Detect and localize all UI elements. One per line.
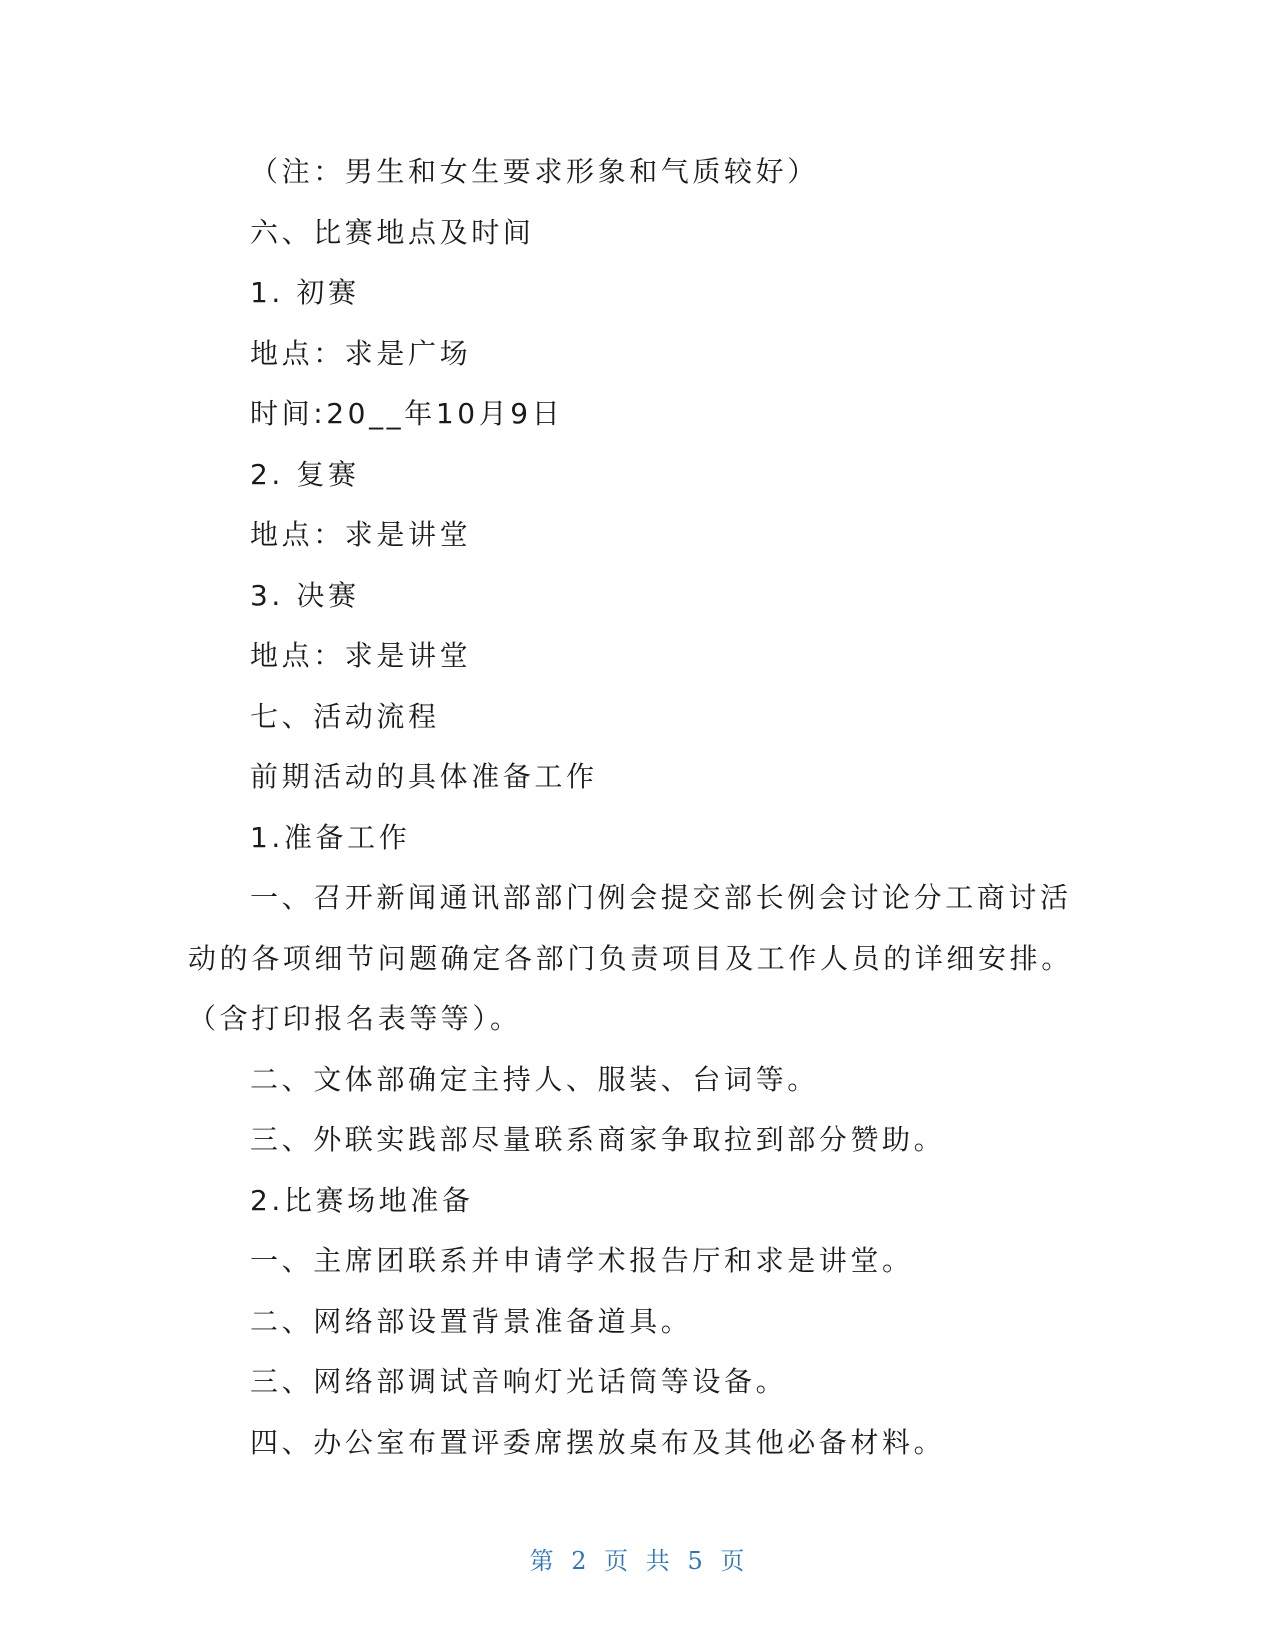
subsection-heading: 1.准备工作 bbox=[250, 820, 411, 854]
page-number-footer: 第 2 页 共 5 页 bbox=[529, 1547, 746, 1575]
paragraph-line: 三、外联实践部尽量联系商家争取拉到部分赞助。 bbox=[250, 1123, 946, 1156]
paragraph-line: 一、主席团联系并申请学术报告厅和求是讲堂。 bbox=[250, 1244, 914, 1277]
paragraph-line: 前期活动的具体准备工作 bbox=[250, 760, 598, 793]
paragraph-line: 时间:20__年10月9日 bbox=[250, 397, 564, 430]
paragraph-line: 三、网络部调试音响灯光话筒等设备。 bbox=[250, 1365, 788, 1398]
paragraph-line: （含打印报名表等等）。 bbox=[188, 1002, 522, 1035]
paragraph-line: 地点：求是讲堂 bbox=[250, 639, 472, 672]
paragraph-line: 动的各项细节问题确定各部门负责项目及工作人员的详细安排。 bbox=[188, 941, 1073, 975]
paragraph-line: 地点：求是讲堂 bbox=[250, 518, 472, 551]
section-heading-6: 六、比赛地点及时间 bbox=[250, 215, 535, 249]
paragraph-line: 一、召开新闻通讯部部门例会提交部长例会讨论分工商讨活 bbox=[250, 881, 1072, 914]
list-item: 2. 复赛 bbox=[250, 457, 360, 491]
list-item: 1. 初赛 bbox=[250, 276, 360, 309]
subsection-heading: 2.比赛场地准备 bbox=[250, 1183, 474, 1217]
document-body bbox=[188, 142, 1073, 1473]
note-line: （注：男生和女生要求形象和气质较好） bbox=[250, 155, 819, 188]
paragraph-line: 地点：求是广场 bbox=[250, 336, 472, 370]
paragraph-line: 四、办公室布置评委席摆放桌布及其他必备材料。 bbox=[250, 1425, 946, 1459]
paragraph-line: 二、网络部设置背景准备道具。 bbox=[250, 1304, 693, 1338]
list-item: 3. 决赛 bbox=[250, 578, 360, 612]
section-heading-7: 七、活动流程 bbox=[250, 699, 440, 733]
paragraph-line: 二、文体部确定主持人、服装、台词等。 bbox=[250, 1062, 819, 1096]
